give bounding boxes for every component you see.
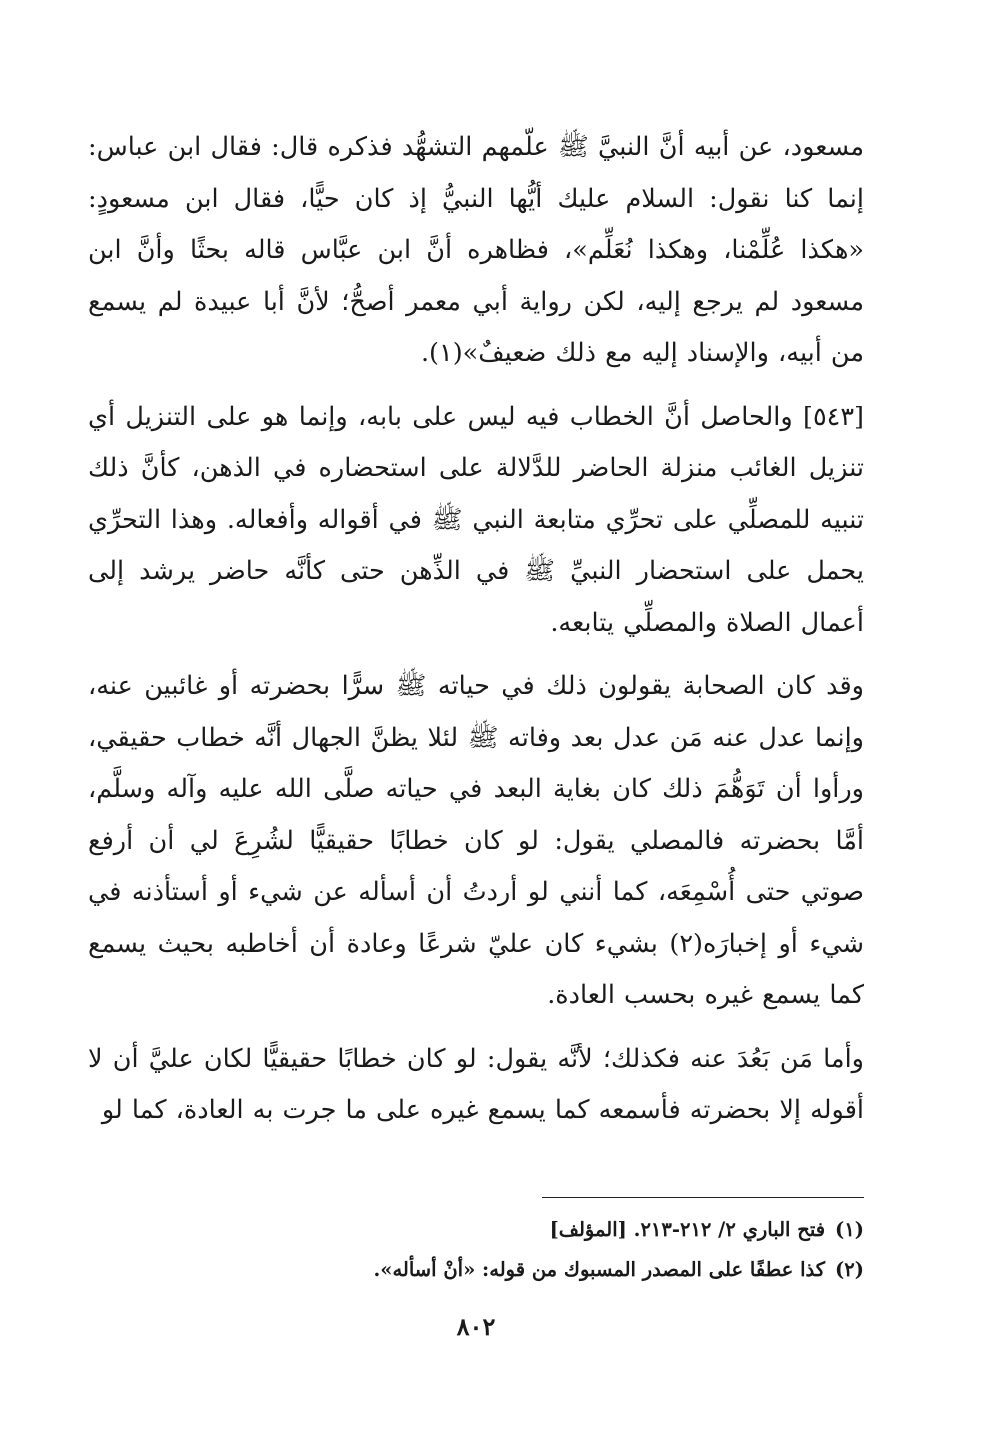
- paragraph-3: وقد كان الصحابة يقولون ذلك في حياته ﷺ سرًّا بحضرته أو غائبين عنه، وإنما عدل عنه مَن عدل بعد وفاته ﷺ لئلا يظنَّ الجهال أنَّه خطاب حقيقي، ورأوا أن تَوَهُّمَ ذلك كان بغاية البعد في حياته صلَّى الله عليه وآله وسلَّم، أمَّا بحضرته فالمصلي يقول: لو كان خطابًا حقيقيًّا لشُرِعَ لي أن أرفع صوتي حتى أُسْمِعَه، كما أنني لو أردتُ أن أسأله عن شيء أو أستأذنه في شيء أو إخبارَه(٢) بشيء كان عليّ شرعًا وعادة أن أخاطبه بحيث يسمع كما يسمع غيره بحسب العادة.: [88, 671, 865, 1010]
- paragraph-4: وأما مَن بَعُدَ عنه فكذلك؛ لأنَّه يقول: لو كان خطابًا حقيقيًّا لكان عليَّ أن لا أقوله إلا بحضرته فأسمعه كما يسمع غيره على ما جرت به العادة، كما لو: [88, 1043, 864, 1125]
- footnote-2-number: (٢): [835, 1258, 864, 1281]
- page-number: ٨٠٢: [456, 1312, 496, 1341]
- paragraph-2: [٥٤٣] والحاصل أنَّ الخطاب فيه ليس على بابه، وإنما هو على التنزيل أي تنزيل الغائب منزلة الحاضر للدَّلالة على استحضاره في الذهن، كأنَّ ذلك تنبيه للمصلِّي على تحرِّي متابعة النبي ﷺ في أقواله وأفعاله. وهذا التحرِّي يحمل على استحضار النبيِّ ﷺ في الذِّهن حتى كأنَّه حاضر يرشد إلى أعمال الصلاة والمصلِّي يتابعه.: [88, 401, 864, 638]
- paragraph-1: مسعود، عن أبيه أنَّ النبيَّ ﷺ علّمهم التشهُّد فذكره قال: فقال ابن عباس: إنما كنا نقول: السلام عليك أيُّها النبيُّ إذ كان حيًّا، فقال ابن مسعودٍ: «هكذا عُلِّمْنا، وهكذا نُعَلِّم»، فظاهره أنَّ ابن عبَّاس قاله بحثًا وأنَّ ابن مسعود لم يرجع إليه، لكن رواية أبي معمر أصحُّ؛ لأنَّ أبا عبيدة لم يسمع من أبيه، والإسناد إليه مع ذلك ضعيفٌ»(١).: [88, 132, 864, 368]
- footnotes: [88, 1210, 864, 1290]
- footnote-1: [88, 1210, 864, 1250]
- footnote-2-text: كذا عطفًا على المصدر المسبوك من قوله: «أنْ أسأله».: [373, 1258, 826, 1281]
- footnote-1-text: فتح الباري ٢/ ٢١٢-٢١٣. [المؤلف]: [549, 1218, 826, 1241]
- footnote-divider: [542, 1197, 864, 1198]
- footnote-1-number: (١): [835, 1218, 864, 1241]
- footnote-2: [88, 1250, 864, 1290]
- book-page: [88, 122, 864, 1422]
